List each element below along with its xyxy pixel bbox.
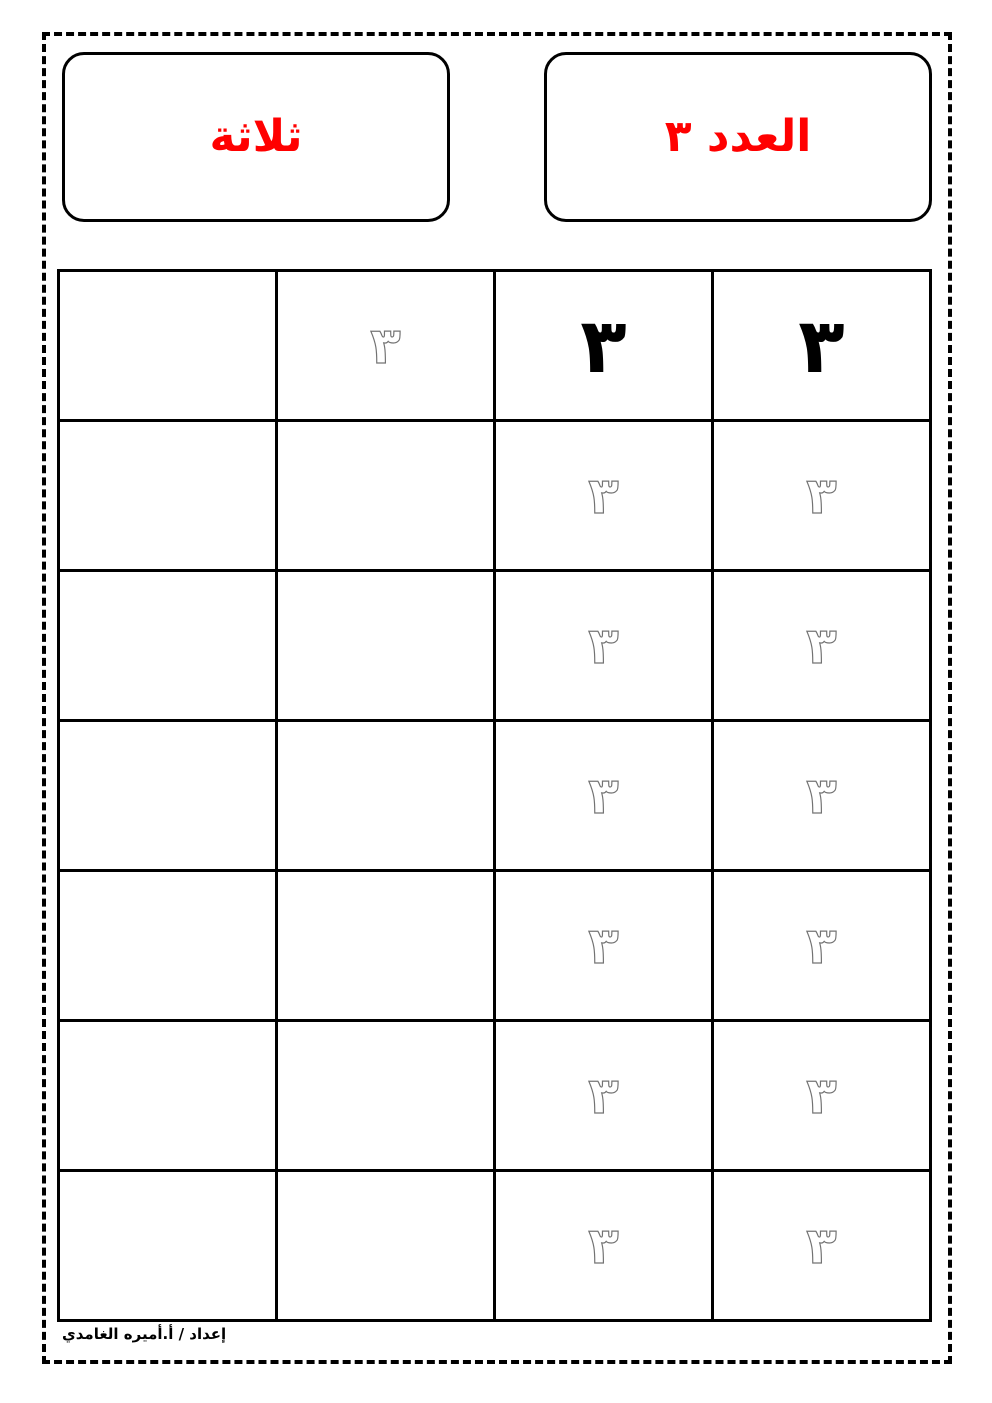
tracing-cell[interactable] (277, 271, 495, 421)
table-row (59, 721, 931, 871)
tracing-grid (57, 269, 932, 1322)
tracing-cell[interactable] (713, 871, 931, 1021)
digit-glyph-solid: ٣ (580, 300, 627, 390)
tracing-cell[interactable] (713, 1171, 931, 1321)
tracing-cell[interactable] (495, 871, 713, 1021)
tracing-cell[interactable] (713, 421, 931, 571)
tracing-cell[interactable] (277, 1171, 495, 1321)
tracing-cell[interactable] (59, 421, 277, 571)
tracing-cell[interactable] (713, 271, 931, 421)
tracing-cell[interactable] (59, 1021, 277, 1171)
tracing-cell[interactable] (59, 571, 277, 721)
tracing-cell[interactable] (59, 271, 277, 421)
digit-glyph-dotted: ٣ (588, 1066, 619, 1125)
table-row (59, 871, 931, 1021)
digit-glyph-dotted: ٣ (588, 766, 619, 825)
tracing-cell[interactable] (277, 571, 495, 721)
digit-glyph-dotted: ٣ (806, 1066, 837, 1125)
tracing-cell[interactable] (277, 421, 495, 571)
word-title-box (62, 52, 450, 222)
table-row (59, 1171, 931, 1321)
tracing-cell[interactable] (59, 721, 277, 871)
tracing-cell[interactable] (713, 571, 931, 721)
table-row (59, 1021, 931, 1171)
digit-glyph-dotted: ٣ (370, 316, 401, 375)
tracing-cell[interactable] (495, 421, 713, 571)
digit-glyph-dotted: ٣ (588, 1216, 619, 1275)
table-row (59, 421, 931, 571)
tracing-cell[interactable] (713, 721, 931, 871)
digit-glyph-dotted: ٣ (588, 466, 619, 525)
digit-glyph-dotted: ٣ (806, 766, 837, 825)
tracing-cell[interactable] (495, 1021, 713, 1171)
table-row (59, 271, 931, 421)
worksheet-content (62, 52, 932, 1344)
tracing-cell[interactable] (59, 871, 277, 1021)
digit-glyph-dotted: ٣ (806, 1216, 837, 1275)
tracing-cell[interactable] (277, 1021, 495, 1171)
tracing-cell[interactable] (495, 571, 713, 721)
number-title-box (544, 52, 932, 222)
tracing-grid-body (59, 271, 931, 1321)
footer (62, 1325, 932, 1344)
digit-glyph-solid: ٣ (798, 300, 845, 390)
header-row (62, 52, 932, 227)
tracing-cell[interactable] (277, 721, 495, 871)
tracing-cell[interactable] (495, 1171, 713, 1321)
word-title-text: ثلاثة (209, 110, 303, 162)
digit-glyph-dotted: ٣ (806, 916, 837, 975)
digit-glyph-dotted: ٣ (588, 916, 619, 975)
footer-credit-text: إعداد / أ.أميره الغامدي (62, 1325, 227, 1343)
tracing-cell[interactable] (59, 1171, 277, 1321)
digit-glyph-dotted: ٣ (806, 616, 837, 675)
tracing-cell[interactable] (277, 871, 495, 1021)
tracing-cell[interactable] (495, 721, 713, 871)
table-row (59, 571, 931, 721)
number-title-text: العدد ٣ (664, 110, 812, 162)
tracing-cell[interactable] (713, 1021, 931, 1171)
digit-glyph-dotted: ٣ (806, 466, 837, 525)
digit-glyph-dotted: ٣ (588, 616, 619, 675)
tracing-cell[interactable] (495, 271, 713, 421)
